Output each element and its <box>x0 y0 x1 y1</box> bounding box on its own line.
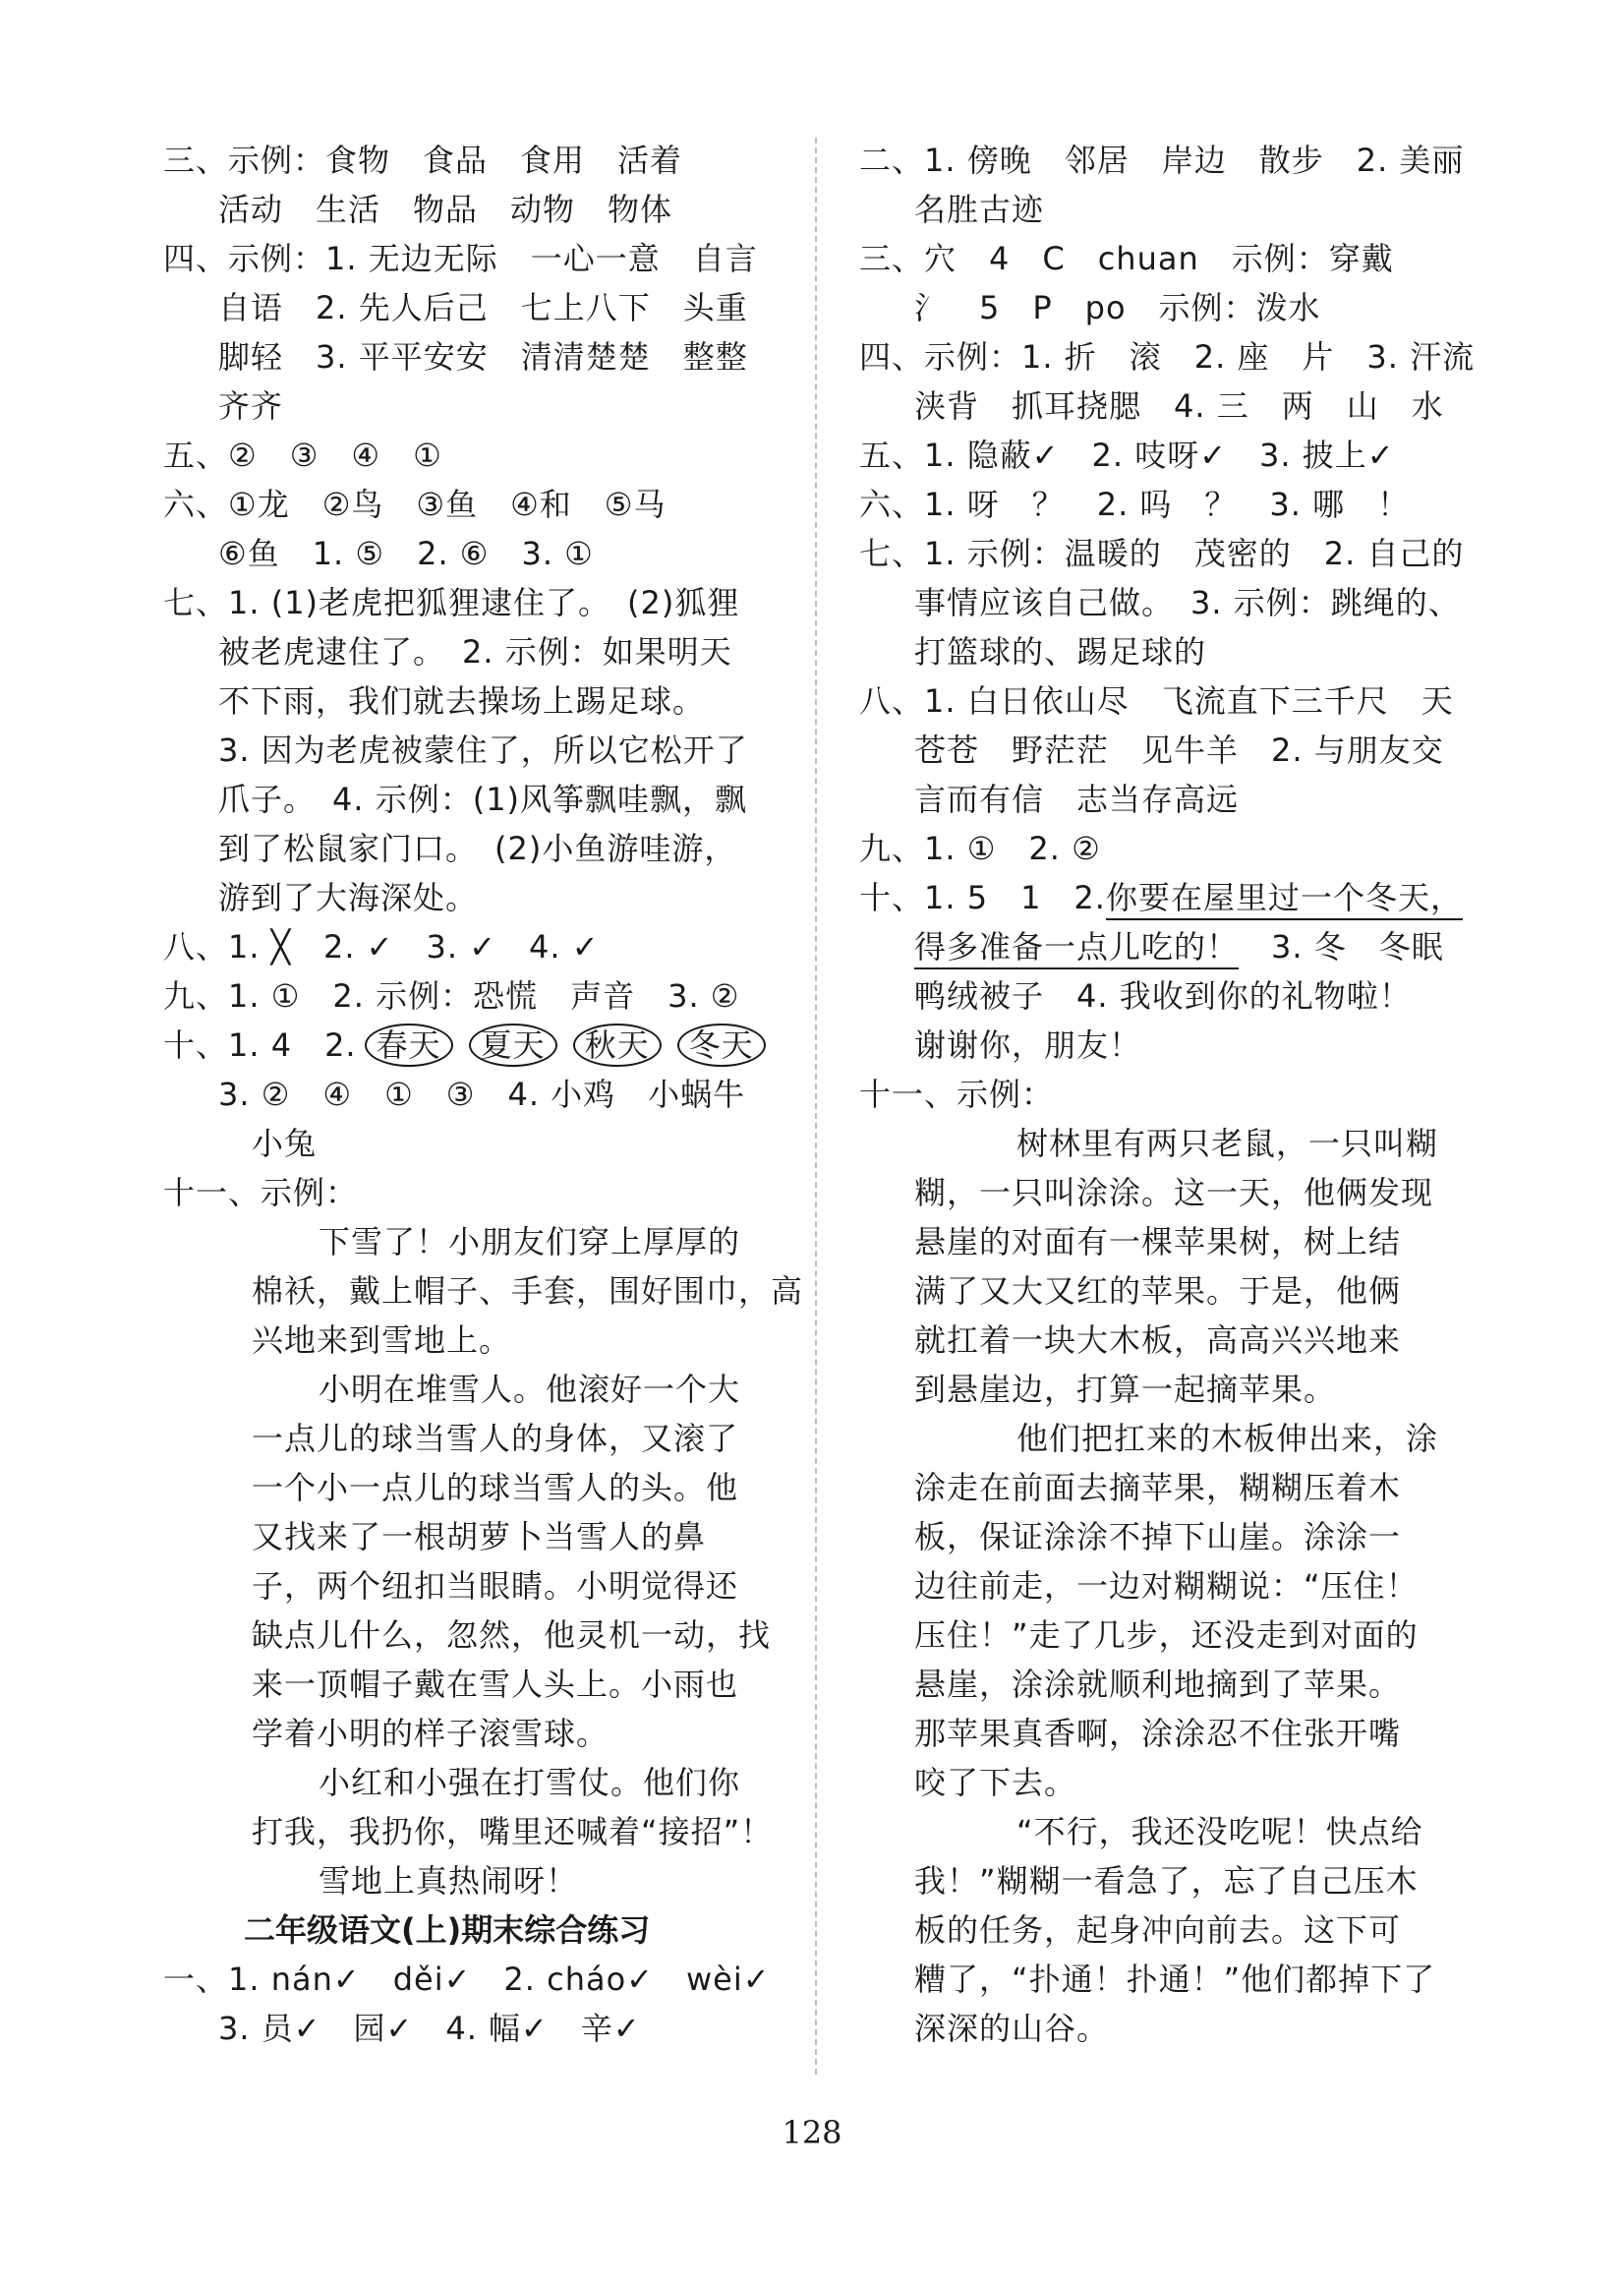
answer-line: 3. ② ④ ① ③ 4. 小鸡 小蜗牛 <box>218 1076 746 1113</box>
essay-line: 悬崖，涂涂就顺利地摘到了苹果。 <box>914 1666 1402 1703</box>
answer-line: 打篮球的、踢足球的 <box>914 633 1207 671</box>
answer-line: 不下雨，我们就去操场上踢足球。 <box>218 682 706 720</box>
essay-line: 悬崖的对面有一棵苹果树，树上结 <box>914 1223 1402 1260</box>
page-number: 128 <box>782 2114 842 2151</box>
line-suffix: 3. 冬 冬眠 <box>1239 928 1444 966</box>
answer-line: 三、穴 4 C chuan 示例：穿戴 <box>859 240 1394 277</box>
answer-line: 3. 因为老虎被蒙住了，所以它松开了 <box>218 732 748 769</box>
column-divider <box>815 138 817 2075</box>
essay-line: 就扛着一块大木板，高高兴兴地来 <box>914 1321 1402 1359</box>
answer-line: 言而有信 志当存高远 <box>914 781 1240 818</box>
essay-line: 一点儿的球当雪人的身体，又滚了 <box>252 1420 739 1457</box>
line-prefix: 十、1. 4 2. <box>163 1026 357 1064</box>
circled-word: 冬天 <box>677 1024 766 1067</box>
answer-line: 九、1. ① 2. ② <box>859 830 1101 867</box>
essay-line: 糊，一只叫涂涂。这一天，他俩发现 <box>914 1174 1434 1211</box>
line-prefix: 十、1. 5 1 2. <box>859 879 1106 916</box>
answer-line: 六、①龙 ②鸟 ③鱼 ④和 ⑤马 <box>163 486 667 523</box>
answer-line-underlined <box>859 873 1488 922</box>
answer-line: 鸭绒被子 4. 我收到你的礼物啦！ <box>914 977 1412 1015</box>
essay-line: 下雪了！小朋友们穿上厚厚的 <box>319 1223 741 1260</box>
right-column <box>859 136 1488 2053</box>
answer-line: 小兔 <box>252 1125 318 1162</box>
answer-line-underlined <box>859 922 1488 971</box>
essay-line: 板，保证涂涂不掉下山崖。涂涂一 <box>914 1518 1402 1555</box>
answer-line: 八、1. 白日依山尽 飞流直下三千尺 天 <box>859 682 1454 720</box>
answer-line: 七、1. (1)老虎把狐狸逮住了。 (2)狐狸 <box>163 584 740 621</box>
answer-line: 四、示例：1. 折 滚 2. 座 片 3. 汗流 <box>859 338 1476 376</box>
essay-line: 一个小一点儿的球当雪人的头。他 <box>252 1469 739 1506</box>
essay-line: 满了又大又红的苹果。于是，他俩 <box>914 1272 1402 1310</box>
essay-line: 子，两个纽扣当眼睛。小明觉得还 <box>252 1567 739 1605</box>
essay-line: 雪地上真热闹呀！ <box>319 1862 579 1900</box>
answer-line: 苍苍 野茫茫 见牛羊 2. 与朋友交 <box>914 732 1444 769</box>
answer-line: 五、② ③ ④ ① <box>163 437 442 474</box>
answer-line: 谢谢你，朋友！ <box>914 1026 1142 1064</box>
answer-line: 一、1. nán✓ děi✓ 2. cháo✓ wèi✓ <box>163 1961 771 1998</box>
answer-line: 五、1. 隐蔽✓ 2. 吱呀✓ 3. 披上✓ <box>859 437 1395 474</box>
essay-line: 缺点儿什么，忽然，他灵机一动，找 <box>252 1616 772 1654</box>
left-column <box>163 136 804 2053</box>
essay-line: 压住！”走了几步，还没走到对面的 <box>914 1616 1419 1654</box>
circled-word: 秋天 <box>573 1024 662 1067</box>
essay-line: 树林里有两只老鼠，一只叫糊 <box>1016 1125 1439 1162</box>
essay-line: 糟了，“扑通！扑通！”他们都掉下了 <box>914 1961 1436 1998</box>
essay-line: 到悬崖边，打算一起摘苹果。 <box>914 1371 1337 1408</box>
answer-line: 六、1. 呀 ？ 2. 吗 ？ 3. 哪 ！ <box>859 486 1411 523</box>
essay-line: 板的任务，起身冲向前去。这下可 <box>914 1911 1402 1949</box>
essay-line: 他们把扛来的木板伸出来，涂 <box>1016 1420 1439 1457</box>
underlined-answer: 你要在屋里过一个冬天， <box>1106 879 1463 920</box>
essay-line: 棉袄，戴上帽子、手套，围好围巾，高 <box>252 1272 804 1310</box>
essay-line: 边往前走，一边对糊糊说：“压住！ <box>914 1567 1419 1605</box>
answer-line-seasons <box>163 1021 792 1070</box>
essay-line: 深深的山谷。 <box>914 2010 1110 2047</box>
answer-line: 十一、示例： <box>163 1174 359 1211</box>
answer-line: 十一、示例： <box>859 1076 1055 1113</box>
answer-line: 被老虎逮住了。 2. 示例：如果明天 <box>218 633 732 671</box>
circled-word: 夏天 <box>469 1024 557 1067</box>
essay-line: 又找来了一根胡萝卜当雪人的鼻 <box>252 1518 707 1555</box>
underlined-answer: 得多准备一点儿吃的！ <box>914 928 1239 969</box>
answer-line: 浃背 抓耳挠腮 4. 三 两 山 水 <box>914 387 1444 425</box>
essay-line: 小红和小强在打雪仗。他们你 <box>319 1764 741 1801</box>
section-title: 二年级语文(上)期末综合练习 <box>244 1911 651 1949</box>
answer-line: 脚轻 3. 平平安安 清清楚楚 整整 <box>218 338 748 376</box>
essay-line: “不行，我还没吃呢！快点给 <box>1016 1813 1423 1850</box>
answer-line: 3. 员✓ 园✓ 4. 幅✓ 辛✓ <box>218 2010 641 2047</box>
answer-line: 九、1. ① 2. 示例：恐慌 声音 3. ② <box>163 977 740 1015</box>
answer-line: 四、示例：1. 无边无际 一心一意 自言 <box>163 240 758 277</box>
answer-line: 游到了大海深处。 <box>218 879 479 916</box>
answer-line: 自语 2. 先人后己 七上八下 头重 <box>218 289 748 326</box>
answer-line: 七、1. 示例：温暖的 茂密的 2. 自己的 <box>859 535 1465 572</box>
essay-line: 小明在堆雪人。他滚好一个大 <box>319 1371 741 1408</box>
answer-line: ⑥鱼 1. ⑤ 2. ⑥ 3. ① <box>218 535 594 572</box>
essay-line: 来一顶帽子戴在雪人头上。小雨也 <box>252 1666 739 1703</box>
circled-word: 春天 <box>365 1024 453 1067</box>
answer-line: 氵 5 P po 示例：泼水 <box>914 289 1321 326</box>
answer-line: 齐齐 <box>218 387 284 425</box>
answer-line: 二、1. 傍晚 邻居 岸边 散步 2. 美丽 <box>859 142 1465 179</box>
essay-line: 那苹果真香啊，涂涂忍不住张开嘴 <box>914 1715 1402 1752</box>
answer-line: 事情应该自己做。 3. 示例：跳绳的、 <box>914 584 1461 621</box>
answer-line: 八、1. ╳ 2. ✓ 3. ✓ 4. ✓ <box>163 928 600 966</box>
answer-line: 活动 生活 物品 动物 物体 <box>218 191 673 228</box>
essay-line: 兴地来到雪地上。 <box>252 1321 512 1359</box>
essay-line: 我！”糊糊一看急了，忘了自己压木 <box>914 1862 1419 1900</box>
essay-line: 学着小明的样子滚雪球。 <box>252 1715 609 1752</box>
answer-line: 名胜古迹 <box>914 191 1045 228</box>
essay-line: 涂走在前面去摘苹果，糊糊压着木 <box>914 1469 1402 1506</box>
answer-line: 到了松鼠家门口。 (2)小鱼游哇游， <box>218 830 737 867</box>
essay-line: 打我，我扔你，嘴里还喊着“接招”！ <box>252 1813 774 1850</box>
answer-line: 爪子。 4. 示例：(1)风筝飘哇飘，飘 <box>218 781 748 818</box>
answer-line: 三、示例：食物 食品 食用 活着 <box>163 142 683 179</box>
essay-line: 咬了下去。 <box>914 1764 1077 1801</box>
